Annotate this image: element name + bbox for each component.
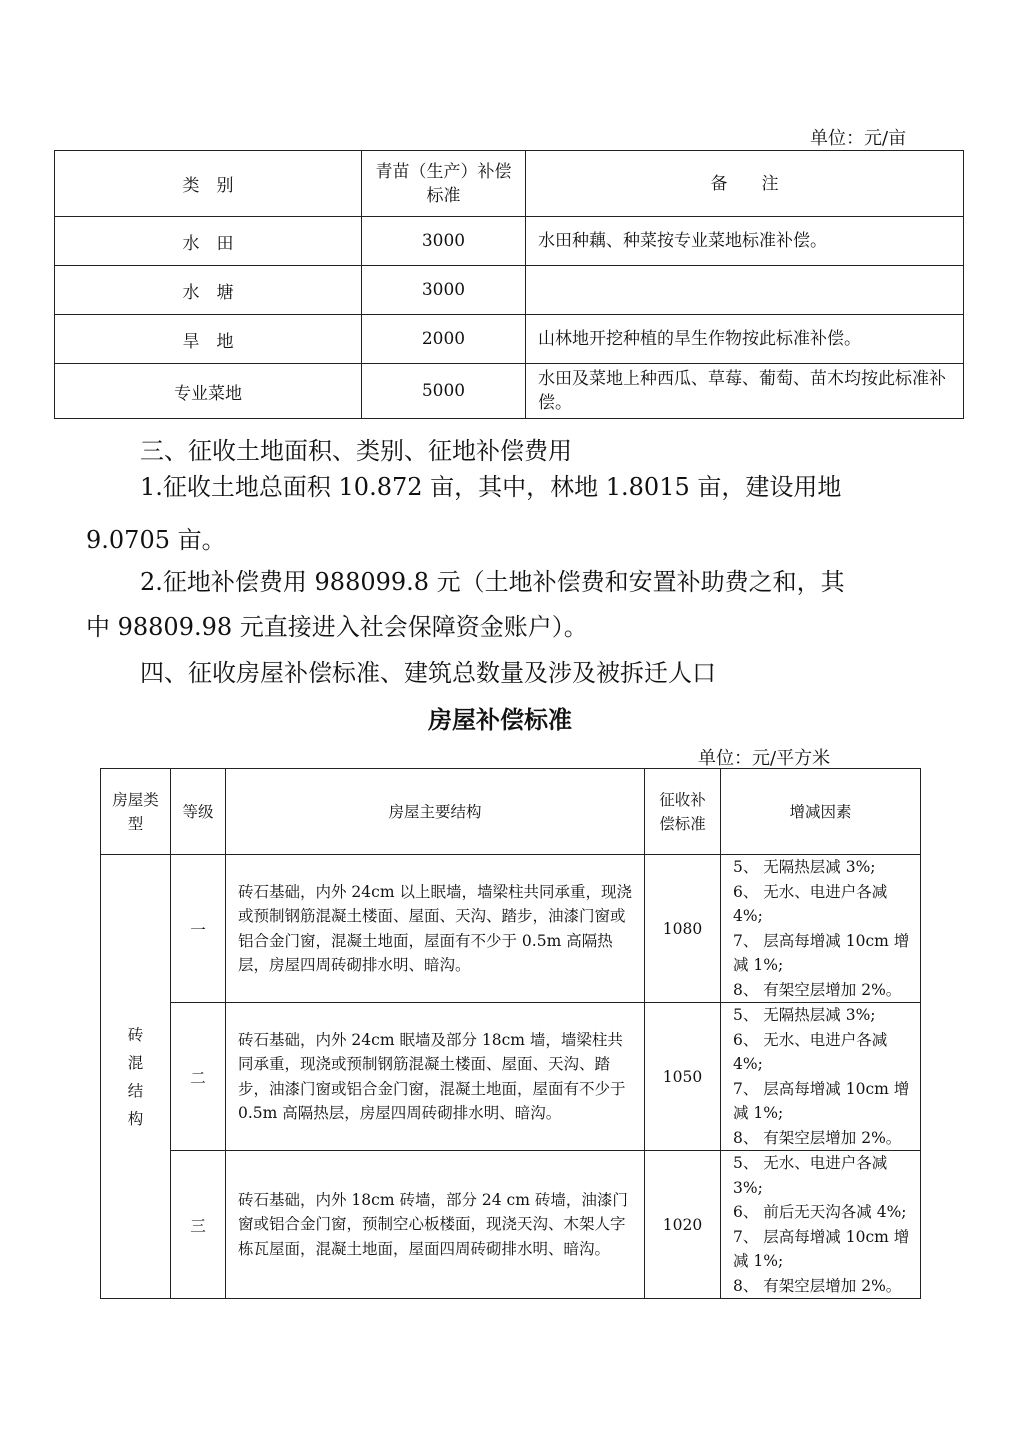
- factor-item: 5、 无隔热层减 3%;: [733, 1006, 876, 1024]
- table-row: [101, 1003, 921, 1151]
- factor-item: 8、 有架空层增加 2%。: [733, 1276, 902, 1295]
- type-char: 砖: [127, 1025, 144, 1044]
- price-cell: 1080: [645, 855, 721, 1003]
- seedling-compensation-table: [54, 150, 964, 419]
- factor-item: 7、 层高每增减 10cm 增减 1%;: [733, 1079, 910, 1122]
- structure-cell: 砖石基础，内外 24cm 以上眠墙，墙梁柱共同承重，现浇或预制钢筋混凝土楼面、屋面、天沟、踏步，油漆门窗或铝合金门窗，混凝土地面，屋面有不少于 0.5m 高隔热层，房屋四周砖砌排水明、暗沟。: [226, 855, 645, 1003]
- paragraph-line: 中 98809.98 元直接进入社会保障资金账户）。: [86, 613, 588, 641]
- cell-note: [526, 266, 964, 315]
- factors-cell: [721, 855, 921, 1003]
- header-standard: 青苗（生产）补偿标准: [362, 151, 526, 217]
- table2-unit: 单位：元/平方米: [698, 748, 831, 769]
- cell-standard: 3000: [362, 266, 526, 315]
- cell-category: 水 田: [55, 217, 362, 266]
- factor-item: 7、 层高每增减 10cm 增减 1%;: [733, 1227, 910, 1270]
- structure-cell: 砖石基础，内外 24cm 眠墙及部分 18cm 墙，墙梁柱共同承重，现浇或预制钢筋混凝土楼面、屋面、天沟、踏步，油漆门窗或铝合金门窗，混凝土地面，屋面有不少于 0.5m 高隔热层，房屋四周砖砌排水明、暗沟。: [226, 1003, 645, 1151]
- factor-item: 6、 无水、电进户各减 4%;: [733, 882, 888, 925]
- factors-cell: [721, 1151, 921, 1299]
- header-grade: 等级: [171, 769, 226, 855]
- cell-note: 山林地开挖种植的旱生作物按此标准补偿。: [526, 315, 964, 364]
- price-cell: 1020: [645, 1151, 721, 1299]
- table-row: [101, 1151, 921, 1299]
- factor-item: 8、 有架空层增加 2%。: [733, 980, 902, 999]
- table-row: [55, 266, 964, 315]
- paragraph-line: 9.0705 亩。: [86, 526, 226, 554]
- table-header-row: [55, 151, 964, 217]
- cell-category: 专业菜地: [55, 364, 362, 419]
- structure-cell: 砖石基础，内外 18cm 砖墙，部分 24 cm 砖墙，油漆门窗或铝合金门窗，预制空心板楼面，现浇天沟、木架人字栋瓦屋面，混凝土地面，屋面四周砖砌排水明、暗沟。: [226, 1151, 645, 1299]
- price-cell: 1050: [645, 1003, 721, 1151]
- cell-category: 旱 地: [55, 315, 362, 364]
- table-row: [55, 364, 964, 419]
- factor-item: 8、 有架空层增加 2%。: [733, 1128, 902, 1147]
- cell-standard: 3000: [362, 217, 526, 266]
- table-row: [55, 315, 964, 364]
- table1-unit: 单位：元/亩: [810, 128, 907, 149]
- house-compensation-table: [100, 768, 921, 1299]
- cell-category: 水 塘: [55, 266, 362, 315]
- factor-item: 6、 无水、电进户各减 4%;: [733, 1030, 888, 1073]
- paragraph-line: 2.征地补偿费用 988099.8 元（土地补偿费和安置补助费之和，其: [140, 568, 845, 596]
- section3-heading: 三、征收土地面积、类别、征地补偿费用: [140, 437, 572, 465]
- header-category: 类 别: [55, 151, 362, 217]
- table-row: [101, 855, 921, 1003]
- type-char: 结: [127, 1081, 144, 1100]
- table-row: [55, 217, 964, 266]
- table2-title: 房屋补偿标准: [428, 705, 572, 734]
- header-structure: 房屋主要结构: [226, 769, 645, 855]
- factor-item: 5、 无水、电进户各减 3%;: [733, 1154, 888, 1197]
- header-note: 备 注: [526, 151, 964, 217]
- paragraph-line: 1.征收土地总面积 10.872 亩，其中，林地 1.8015 亩，建设用地: [140, 473, 842, 501]
- factor-item: 6、 前后无天沟各减 4%;: [733, 1203, 907, 1221]
- grade-cell: 三: [171, 1151, 226, 1299]
- header-factors: 增减因素: [721, 769, 921, 855]
- header-house-type: 房屋类型: [101, 769, 171, 855]
- cell-standard: 5000: [362, 364, 526, 419]
- type-char: 混: [127, 1053, 144, 1072]
- grade-cell: 二: [171, 1003, 226, 1151]
- header-price: 征收补偿标准: [645, 769, 721, 855]
- table-header-row: [101, 769, 921, 855]
- factors-cell: [721, 1003, 921, 1151]
- grade-cell: 一: [171, 855, 226, 1003]
- cell-standard: 2000: [362, 315, 526, 364]
- section4-heading: 四、征收房屋补偿标准、建筑总数量及涉及被拆迁人口: [140, 659, 716, 687]
- cell-note: 水田及菜地上种西瓜、草莓、葡萄、苗木均按此标准补偿。: [526, 364, 964, 419]
- house-type-cell: [101, 855, 171, 1299]
- factor-item: 5、 无隔热层减 3%;: [733, 858, 876, 876]
- factor-item: 7、 层高每增减 10cm 增减 1%;: [733, 931, 910, 974]
- cell-note: 水田种藕、种菜按专业菜地标准补偿。: [526, 217, 964, 266]
- type-char: 构: [127, 1109, 144, 1128]
